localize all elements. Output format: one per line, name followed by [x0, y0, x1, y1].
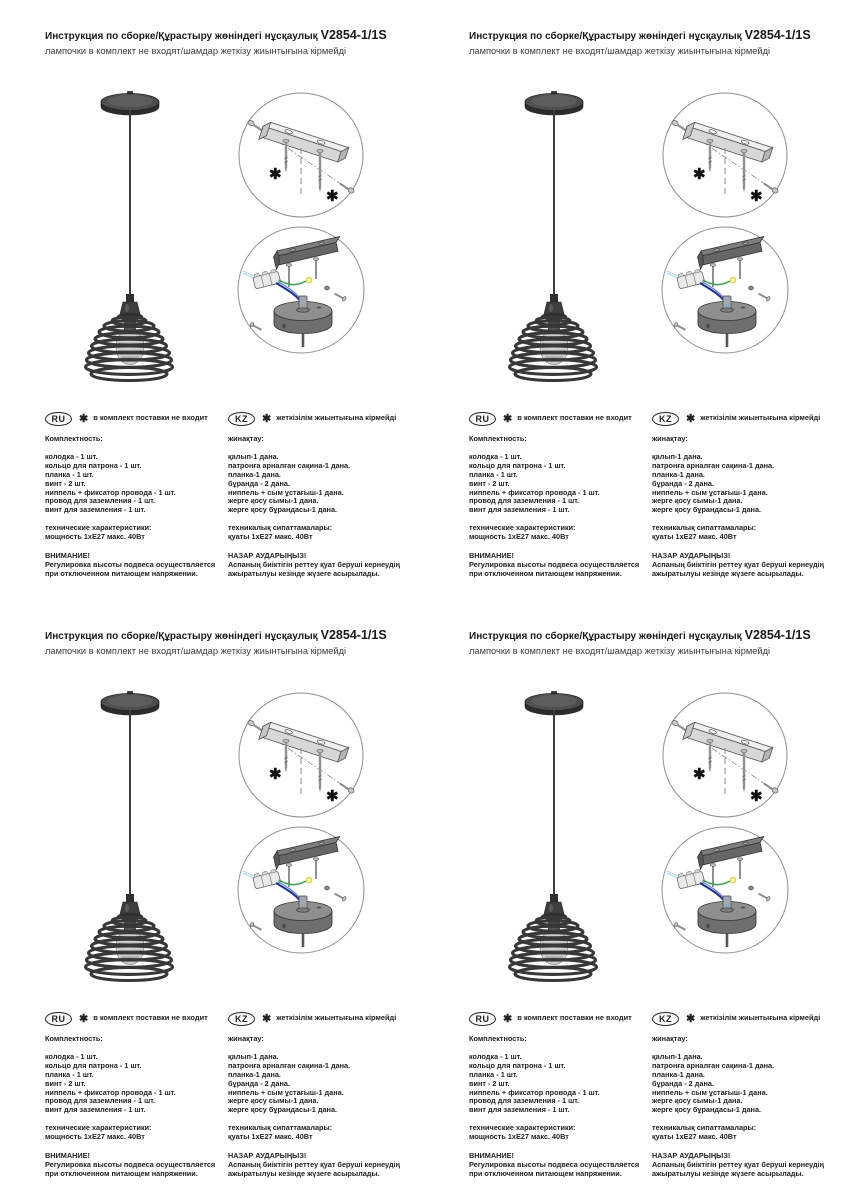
list-item: планка - 1 шт.: [45, 1069, 94, 1079]
list-item: ниппель + сым ұстағыш-1 дана.: [652, 1087, 768, 1097]
list-item: планка-1 дана.: [652, 469, 705, 479]
list-item: бұранда - 2 дана.: [228, 478, 290, 488]
nipple: [723, 896, 731, 909]
kz-specs-title: техникалық сипаттамалары:: [228, 1123, 333, 1133]
list-item: жерге қосу сымы-1 дана.: [652, 1096, 743, 1106]
kz-warning: [228, 1152, 419, 1179]
list-item: жерге қосу бұрандасы-1 дана.: [652, 1105, 762, 1115]
kz-warning-line: Аспаның биіктігін реттеу қуат беруші кернеудің: [652, 1159, 825, 1169]
parts-columns: [45, 1011, 419, 1179]
pendant-lamp-figure: [78, 685, 223, 997]
list-item: ниппель + фиксатор провода - 1 шт.: [45, 487, 176, 497]
page-title: [45, 28, 415, 42]
kz-warning: [228, 552, 419, 579]
kz-column: [228, 411, 419, 579]
asterisk-icon: ✱: [503, 412, 513, 425]
title-text: Инструкция по сборке/Құрастыру жөніндегі нұсқаулық: [45, 31, 318, 42]
parts-columns: [469, 411, 843, 579]
list-item: провод для заземления - 1 шт.: [45, 1096, 156, 1106]
not-included-mark: ✱: [269, 766, 282, 783]
asterisk-icon: ✱: [262, 412, 272, 425]
ru-badge: RU: [469, 1012, 496, 1026]
list-item: жерге қосу бұрандасы-1 дана.: [652, 505, 762, 515]
list-item: бұранда - 2 дана.: [228, 1078, 290, 1088]
ru-warning-title: ВНИМАНИЕ!: [45, 551, 90, 561]
ru-list-title: Комплектность:: [45, 434, 103, 443]
wiring-detail-diagram: [658, 823, 792, 957]
ru-not-included-note: в комплект поставки не входит: [93, 1013, 208, 1023]
ru-column: [469, 411, 652, 579]
list-item: жерге қосу бұрандасы-1 дана.: [228, 1105, 338, 1115]
list-item: винт - 2 шт.: [469, 478, 510, 488]
kz-parts-list: [652, 1053, 843, 1115]
list-item: бұранда - 2 дана.: [652, 1078, 714, 1088]
nut: [325, 286, 330, 290]
kz-specs: [652, 1124, 843, 1142]
instruction-sheet: [0, 0, 424, 600]
ru-warning-line: при отключенном питающем напряжении.: [469, 1168, 622, 1178]
ru-warning-line: при отключенном питающем напряжении.: [45, 1168, 198, 1178]
kz-warning-title: НАЗАР АУДАРЫҢЫЗ!: [228, 1151, 307, 1161]
nipple: [299, 896, 307, 909]
kz-not-included-note: жеткізілім жиынтығына кірмейді: [700, 413, 821, 423]
sheet-header: [469, 28, 839, 56]
kz-badge-row: [228, 1011, 419, 1026]
ru-specs-title: технические характеристики:: [45, 523, 152, 533]
subtitle-text: лампочки в комплект не входят/шамдар жеткізу жиынтығына кірмейді: [469, 46, 771, 56]
kz-badge-row: [652, 1011, 843, 1026]
instruction-sheet: [424, 0, 849, 600]
ru-not-included-note: в комплект поставки не входит: [517, 413, 632, 423]
bracket-detail-diagram: [236, 91, 366, 221]
kz-parts-list: [652, 453, 843, 515]
pendant-lamp-figure: [502, 685, 647, 997]
kz-warning-line: ажыратылуы кезінде жүзеге асырылады.: [652, 1168, 804, 1178]
kz-parts-list: [228, 453, 419, 515]
ru-badge: RU: [45, 412, 72, 426]
ru-warning: [469, 552, 652, 579]
nut: [325, 886, 330, 890]
bracket-detail-diagram: [236, 691, 366, 821]
not-included-mark: ✱: [750, 788, 763, 805]
list-item: провод для заземления - 1 шт.: [469, 496, 580, 506]
ru-specs-value: мощность 1хЕ27 макс. 40Вт: [45, 532, 145, 542]
ru-parts-list: [469, 1053, 652, 1115]
title-text: Инструкция по сборке/Құрастыру жөніндегі нұсқаулық: [45, 631, 318, 642]
page-title: [469, 628, 839, 642]
list-item: кольцо для патрона - 1 шт.: [469, 1060, 566, 1070]
kz-specs-title: техникалық сипаттамалары:: [652, 1123, 757, 1133]
sheet-header: [469, 628, 839, 656]
list-item: винт для заземления - 1 шт.: [45, 1105, 146, 1115]
ru-not-included-note: в комплект поставки не входит: [93, 413, 208, 423]
kz-warning-line: ажыратылуы кезінде жүзеге асырылады.: [228, 568, 380, 578]
nut: [749, 886, 754, 890]
nipple: [723, 296, 731, 309]
list-item: ниппель + сым ұстағыш-1 дана.: [228, 1087, 344, 1097]
kz-list-title: жинақтау:: [228, 434, 264, 443]
ru-list-title: Комплектность:: [469, 434, 527, 443]
list-item: патронға арналған сақина-1 дана.: [652, 460, 775, 470]
ru-specs-value: мощность 1хЕ27 макс. 40Вт: [469, 1132, 569, 1142]
list-item: колодка - 1 шт.: [469, 451, 522, 461]
ru-specs-title: технические характеристики:: [469, 523, 576, 533]
kz-column: [652, 1011, 843, 1179]
wiring-detail-diagram: [234, 223, 368, 357]
kz-badge-row: [652, 411, 843, 426]
ru-warning-line: Регулировка высоты подвеса осуществляется: [469, 1159, 640, 1169]
ru-warning-title: ВНИМАНИЕ!: [469, 551, 514, 561]
sheet-header: [45, 28, 415, 56]
list-item: ниппель + сым ұстағыш-1 дана.: [228, 487, 344, 497]
list-item: колодка - 1 шт.: [45, 451, 98, 461]
bracket-detail-diagram: [660, 91, 790, 221]
ru-specs-title: технические характеристики:: [45, 1123, 152, 1133]
ru-badge: RU: [45, 1012, 72, 1026]
model-number: V2854-1/1S: [320, 628, 387, 642]
list-item: колодка - 1 шт.: [469, 1051, 522, 1061]
list-item: кольцо для патрона - 1 шт.: [45, 1060, 142, 1070]
pendant-lamp-figure: [78, 85, 223, 397]
list-item: ниппель + фиксатор провода - 1 шт.: [469, 1087, 600, 1097]
ru-column: [45, 1011, 228, 1179]
list-item: планка - 1 шт.: [469, 469, 518, 479]
asterisk-icon: ✱: [686, 1012, 696, 1025]
title-text: Инструкция по сборке/Құрастыру жөніндегі нұсқаулық: [469, 631, 742, 642]
kz-specs-value: қуаты 1хЕ27 макс. 40Вт: [228, 532, 313, 542]
model-number: V2854-1/1S: [744, 628, 811, 642]
kz-specs-value: қуаты 1хЕ27 макс. 40Вт: [652, 532, 737, 542]
kz-not-included-note: жеткізілім жиынтығына кірмейді: [700, 1013, 821, 1023]
list-item: провод для заземления - 1 шт.: [45, 496, 156, 506]
kz-warning: [652, 1152, 843, 1179]
list-item: кольцо для патрона - 1 шт.: [469, 460, 566, 470]
ru-warning-line: Регулировка высоты подвеса осуществляется: [45, 559, 216, 569]
kz-warning-line: ажыратылуы кезінде жүзеге асырылады.: [228, 1168, 380, 1178]
list-item: винт - 2 шт.: [469, 1078, 510, 1088]
ru-warning: [469, 1152, 652, 1179]
kz-badge: KZ: [228, 1012, 255, 1026]
list-item: ниппель + сым ұстағыш-1 дана.: [652, 487, 768, 497]
asterisk-icon: ✱: [79, 1012, 89, 1025]
not-included-mark: ✱: [269, 166, 282, 183]
ru-warning: [45, 1152, 228, 1179]
list-item: ниппель + фиксатор провода - 1 шт.: [469, 487, 600, 497]
sheet-header: [45, 628, 415, 656]
ru-specs-value: мощность 1хЕ27 макс. 40Вт: [45, 1132, 145, 1142]
asterisk-icon: ✱: [262, 1012, 272, 1025]
kz-warning-title: НАЗАР АУДАРЫҢЫЗ!: [228, 551, 307, 561]
ru-parts-list: [45, 453, 228, 515]
ru-column: [469, 1011, 652, 1179]
ru-warning-title: ВНИМАНИЕ!: [469, 1151, 514, 1161]
asterisk-icon: ✱: [503, 1012, 513, 1025]
list-item: патронға арналған сақина-1 дана.: [228, 1060, 351, 1070]
ru-specs: [469, 524, 652, 542]
not-included-mark: ✱: [326, 788, 339, 805]
list-item: ниппель + фиксатор провода - 1 шт.: [45, 1087, 176, 1097]
list-item: планка-1 дана.: [228, 1069, 281, 1079]
ru-warning-line: при отключенном питающем напряжении.: [45, 568, 198, 578]
not-included-mark: ✱: [750, 188, 763, 205]
kz-specs-title: техникалық сипаттамалары:: [652, 523, 757, 533]
ru-warning-line: при отключенном питающем напряжении.: [469, 568, 622, 578]
list-item: колодка - 1 шт.: [45, 1051, 98, 1061]
list-item: жерге қосу бұрандасы-1 дана.: [228, 505, 338, 515]
kz-warning-line: ажыратылуы кезінде жүзеге асырылады.: [652, 568, 804, 578]
pendant-lamp-figure: [502, 85, 647, 397]
ru-parts-list: [469, 453, 652, 515]
kz-warning: [652, 552, 843, 579]
wiring-detail-diagram: [234, 823, 368, 957]
list-item: қалып-1 дана.: [228, 1051, 279, 1061]
list-item: жерге қосу сымы-1 дана.: [228, 1096, 319, 1106]
list-item: планка - 1 шт.: [469, 1069, 518, 1079]
page-title: [469, 28, 839, 42]
subtitle-text: лампочки в комплект не входят/шамдар жеткізу жиынтығына кірмейді: [469, 646, 771, 656]
instruction-sheet: [424, 600, 849, 1200]
model-number: V2854-1/1S: [744, 28, 811, 42]
ru-specs: [45, 1124, 228, 1142]
ru-column: [45, 411, 228, 579]
list-item: жерге қосу сымы-1 дана.: [652, 496, 743, 506]
list-item: винт для заземления - 1 шт.: [469, 505, 570, 515]
kz-column: [228, 1011, 419, 1179]
ru-specs: [469, 1124, 652, 1142]
list-item: жерге қосу сымы-1 дана.: [228, 496, 319, 506]
kz-warning-line: Аспаның биіктігін реттеу қуат беруші кернеудің: [228, 1159, 401, 1169]
ru-warning-line: Регулировка высоты подвеса осуществляется: [469, 559, 640, 569]
kz-list-title: жинақтау:: [652, 1034, 688, 1043]
subtitle-text: лампочки в комплект не входят/шамдар жеткізу жиынтығына кірмейді: [45, 46, 347, 56]
nut: [749, 286, 754, 290]
list-item: патронға арналған сақина-1 дана.: [228, 460, 351, 470]
ru-list-title: Комплектность:: [469, 1034, 527, 1043]
ru-list-title: Комплектность:: [45, 1034, 103, 1043]
not-included-mark: ✱: [326, 188, 339, 205]
kz-badge: KZ: [228, 412, 255, 426]
ru-warning-line: Регулировка высоты подвеса осуществляется: [45, 1159, 216, 1169]
kz-list-title: жинақтау:: [228, 1034, 264, 1043]
asterisk-icon: ✱: [79, 412, 89, 425]
list-item: планка-1 дана.: [652, 1069, 705, 1079]
list-item: винт - 2 шт.: [45, 478, 86, 488]
list-item: бұранда - 2 дана.: [652, 478, 714, 488]
kz-badge: KZ: [652, 412, 679, 426]
ru-warning-title: ВНИМАНИЕ!: [45, 1151, 90, 1161]
kz-list-title: жинақтау:: [652, 434, 688, 443]
kz-specs: [652, 524, 843, 542]
not-included-mark: ✱: [693, 766, 706, 783]
not-included-mark: ✱: [693, 166, 706, 183]
model-number: V2854-1/1S: [320, 28, 387, 42]
ru-warning: [45, 552, 228, 579]
kz-specs-value: қуаты 1хЕ27 макс. 40Вт: [228, 1132, 313, 1142]
instruction-sheet: [0, 600, 424, 1200]
list-item: планка-1 дана.: [228, 469, 281, 479]
kz-warning-line: Аспаның биіктігін реттеу қуат беруші кернеудің: [652, 559, 825, 569]
title-text: Инструкция по сборке/Құрастыру жөніндегі нұсқаулық: [469, 31, 742, 42]
subtitle-text: лампочки в комплект не входят/шамдар жеткізу жиынтығына кірмейді: [45, 646, 347, 656]
list-item: винт - 2 шт.: [45, 1078, 86, 1088]
kz-not-included-note: жеткізілім жиынтығына кірмейді: [276, 413, 397, 423]
nipple: [299, 296, 307, 309]
ru-specs-title: технические характеристики:: [469, 1123, 576, 1133]
ru-badge: RU: [469, 412, 496, 426]
parts-columns: [469, 1011, 843, 1179]
ru-specs: [45, 524, 228, 542]
page-title: [45, 628, 415, 642]
list-item: қалып-1 дана.: [652, 451, 703, 461]
parts-columns: [45, 411, 419, 579]
ru-badge-row: [469, 1011, 652, 1026]
list-item: кольцо для патрона - 1 шт.: [45, 460, 142, 470]
list-item: қалып-1 дана.: [652, 1051, 703, 1061]
kz-warning-title: НАЗАР АУДАРЫҢЫЗ!: [652, 1151, 731, 1161]
ru-not-included-note: в комплект поставки не входит: [517, 1013, 632, 1023]
kz-badge-row: [228, 411, 419, 426]
ru-badge-row: [45, 1011, 228, 1026]
list-item: винт для заземления - 1 шт.: [469, 1105, 570, 1115]
ru-badge-row: [469, 411, 652, 426]
list-item: провод для заземления - 1 шт.: [469, 1096, 580, 1106]
kz-specs: [228, 524, 419, 542]
kz-column: [652, 411, 843, 579]
kz-not-included-note: жеткізілім жиынтығына кірмейді: [276, 1013, 397, 1023]
list-item: қалып-1 дана.: [228, 451, 279, 461]
kz-specs-value: қуаты 1хЕ27 макс. 40Вт: [652, 1132, 737, 1142]
kz-parts-list: [228, 1053, 419, 1115]
asterisk-icon: ✱: [686, 412, 696, 425]
list-item: винт для заземления - 1 шт.: [45, 505, 146, 515]
list-item: патронға арналған сақина-1 дана.: [652, 1060, 775, 1070]
ru-parts-list: [45, 1053, 228, 1115]
kz-specs: [228, 1124, 419, 1142]
wiring-detail-diagram: [658, 223, 792, 357]
kz-warning-title: НАЗАР АУДАРЫҢЫЗ!: [652, 551, 731, 561]
list-item: планка - 1 шт.: [45, 469, 94, 479]
ru-specs-value: мощность 1хЕ27 макс. 40Вт: [469, 532, 569, 542]
kz-badge: KZ: [652, 1012, 679, 1026]
kz-warning-line: Аспаның биіктігін реттеу қуат беруші кернеудің: [228, 559, 401, 569]
kz-specs-title: техникалық сипаттамалары:: [228, 523, 333, 533]
ru-badge-row: [45, 411, 228, 426]
bracket-detail-diagram: [660, 691, 790, 821]
